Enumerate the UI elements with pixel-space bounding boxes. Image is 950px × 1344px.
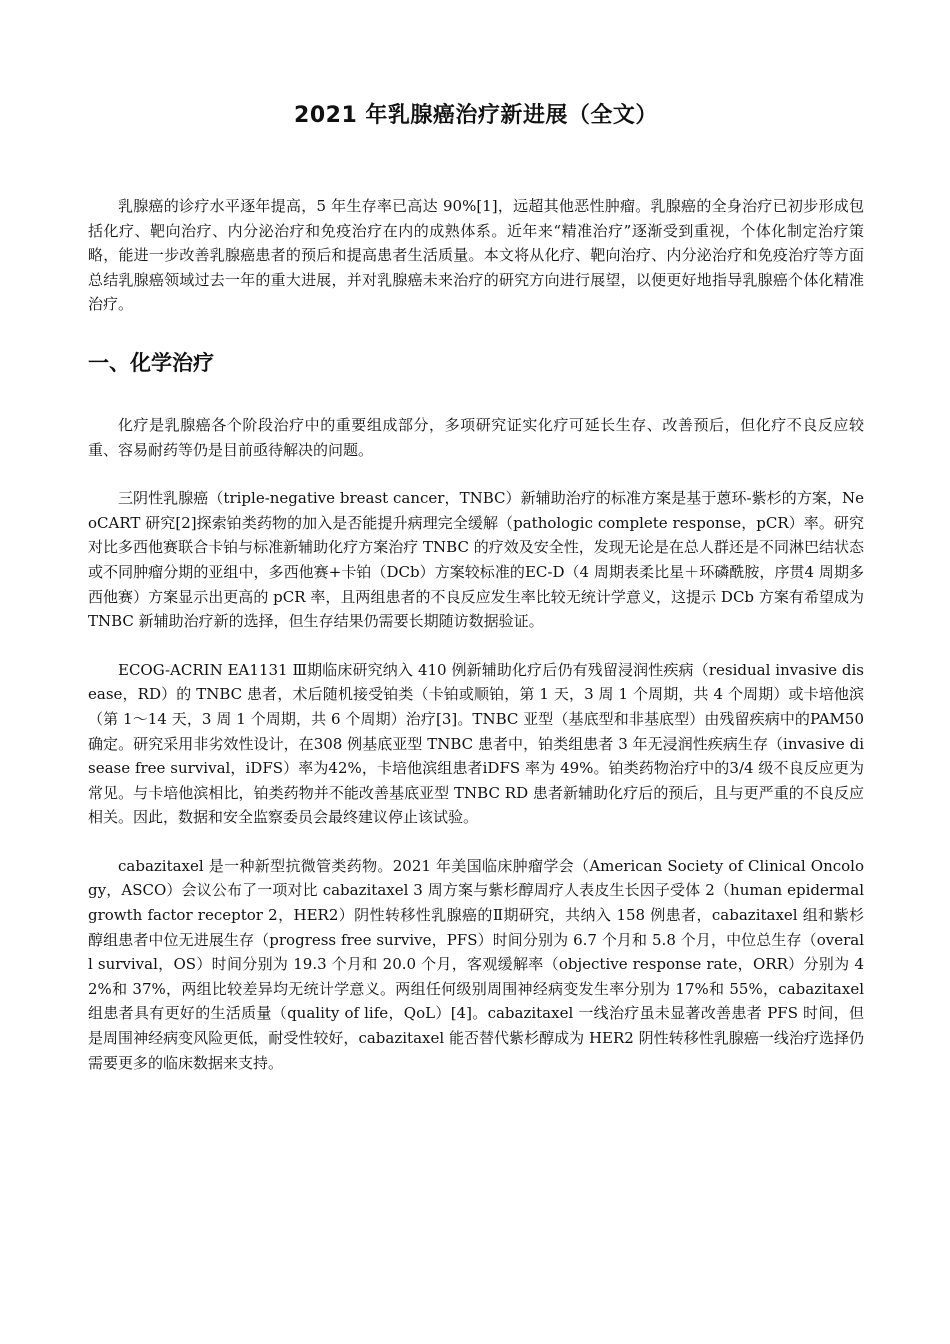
paragraph-cabazitaxel-study: cabazitaxel 是一种新型抗微管类药物。2021 年美国临床肿瘤学会（American Society of Clinical Oncology，ASCO）会议公布了一项对比 cabazitaxel 3 周方案与紫杉醇周疗人表皮生长因子受体 2（human epidermal growth factor receptor 2，HER2）阴性转移性乳腺癌的Ⅱ期研究，共纳入 158 例患者，cabazitaxel 组和紫杉醇组患者中位无进展生存（progress free survive，PFS）时间分别为 6.7 个月和 5.8 个月，中位总生存（overall survival，OS）时间分别为 19.3 个月和 20.0 个月，客观缓解率（objective response rate，ORR）分别为 42%和 37%，两组比较差异均无统计学意义。两组任何级别周围神经病变发生率分别为 17%和 55%，cabazitaxel 组患者具有更好的生活质量（quality of life，QoL）[4]。cabazitaxel 一线治疗虽未显著改善患者 PFS 时间，但是周围神经病变风险更低，耐受性较好，cabazitaxel 能否替代紫杉醇成为 HER2 阴性转移性乳腺癌一线治疗选择仍需要更多的临床数据来支持。 <box>88 856 864 1072</box>
section-heading-chemotherapy: 一、化学治疗 <box>88 350 214 375</box>
paragraph-neocart-study: 三阴性乳腺癌（triple-negative breast cancer，TNBC）新辅助治疗的标准方案是基于蒽环-紫杉的方案，NeoCART 研究[2]探索铂类药物的加入是否能提升病理完全缓解（pathologic complete response，pCR）率。研究对比多西他赛联合卡铂与标准新辅助化疗方案治疗 TNBC 的疗效及安全性，发现无论是在总人群还是不同淋巴结状态或不同肿瘤分期的亚组中，多西他赛+卡铂（DCb）方案较标准的EC-D（4 周期表柔比星＋环磷酰胺，序贯4 周期多西他赛）方案显示出更高的 pCR 率，且两组患者的不良反应发生率比较无统计学意义，这提示 DCb 方案有希望成为 TNBC 新辅助治疗新的选择，但生存结果仍需要长期随访数据验证。 <box>88 489 864 631</box>
document-title: 2021 年乳腺癌治疗新进展（全文） <box>294 103 658 128</box>
intro-paragraph: 乳腺癌的诊疗水平逐年提高，5 年生存率已高达 90%[1]，远超其他恶性肿瘤。乳腺癌的全身治疗已初步形成包括化疗、靶向治疗、内分泌治疗和免疫治疗在内的成熟体系。近年来“精准治疗”逐渐受到重视，个体化制定治疗策略，能进一步改善乳腺癌患者的预后和提高患者生活质量。本文将从化疗、靶向治疗、内分泌治疗和免疫治疗等方面总结乳腺癌领域过去一年的重大进展，并对乳腺癌未来治疗的研究方向进行展望，以便更好地指导乳腺癌个体化精准治疗。 <box>88 197 864 314</box>
document-page <box>88 0 864 1075</box>
paragraph-ea1131-study: ECOG-ACRIN EA1131 Ⅲ期临床研究纳入 410 例新辅助化疗后仍有残留浸润性疾病（residual invasive disease，RD）的 TNBC 患者，术后随机接受铂类（卡铂或顺铂，第 1 天，3 周 1 个周期，共 4 个周期）或卡培他滨（第 1～14 天，3 周 1 个周期，共 6 个周期）治疗[3]。TNBC 亚型（基底型和非基底型）由残留疾病中的PAM50 确定。研究采用非劣效性设计，在308 例基底亚型 TNBC 患者中，铂类组患者 3 年无浸润性疾病生存（invasive disease free survival，iDFS）率为42%，卡培他滨组患者iDFS 率为 49%。铂类药物治疗中的3/4 级不良反应更为常见。与卡培他滨相比，铂类药物并不能改善基底亚型 TNBC RD 患者新辅助化疗后的预后，且与更严重的不良反应相关。因此，数据和安全监察委员会最终建议停止该试验。 <box>88 660 864 827</box>
paragraph-chemo-overview: 化疗是乳腺癌各个阶段治疗中的重要组成部分，多项研究证实化疗可延长生存、改善预后，但化疗不良反应较重、容易耐药等仍是目前亟待解决的问题。 <box>88 415 864 459</box>
